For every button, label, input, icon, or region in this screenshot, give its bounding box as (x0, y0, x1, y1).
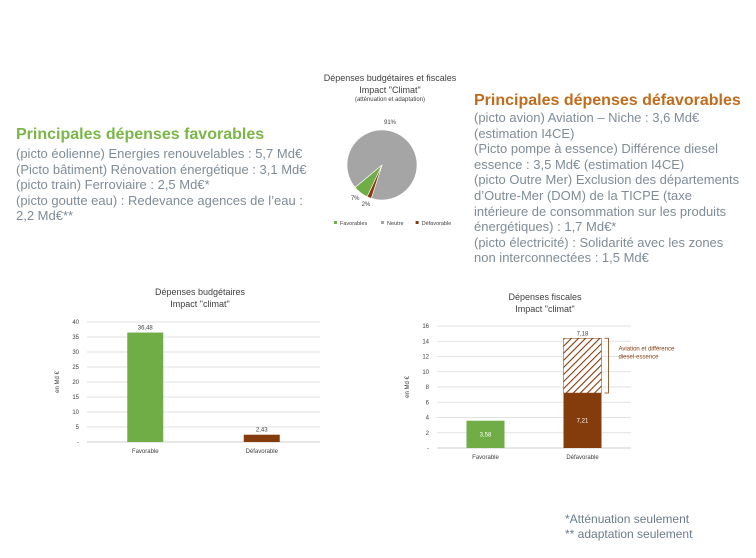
bar-data-label: 7,21 (576, 418, 589, 425)
bar-data-label: 2,43 (255, 427, 268, 434)
y-tick-label: 20 (72, 380, 79, 386)
fiscal-bar-chart (395, 316, 735, 466)
y-tick-label: 30 (72, 350, 79, 356)
y-tick-label: 5 (75, 425, 79, 431)
defavorable-item: (picto électricité) : Solidarité avec les zones non interconnectées : 1,5 Md€ (474, 234, 724, 266)
pie-legend-label: Neutre (387, 221, 404, 227)
defavorables-list (474, 110, 746, 266)
y-tick-label: 25 (72, 365, 79, 371)
y-tick-label: 16 (422, 324, 429, 330)
y-tick-label: 12 (422, 354, 429, 361)
pie-legend-swatch (416, 221, 419, 224)
bar-favorable (127, 333, 163, 442)
favorable-item: (picto train) Ferroviaire : 2,5 Md€* (16, 177, 210, 193)
footnote-attenuation: *Atténuation seulement (565, 512, 690, 526)
budget-chart-title: Dépenses budgétaires (154, 287, 246, 297)
pie-data-label: 91% (383, 120, 397, 126)
bar-data-label: 36,48 (137, 325, 153, 332)
footnotes (565, 512, 692, 542)
pie-legend-label: Défavorable (421, 221, 452, 227)
y-tick-label: - (77, 440, 79, 446)
stacked-bar-défavorable-segment-1 (564, 338, 602, 393)
y-tick-label: 14 (422, 339, 429, 346)
x-tick-label: Favorable (131, 449, 159, 455)
defavorables-title: Principales dépenses défavorables (474, 92, 741, 109)
favorable-item: (Picto bâtiment) Rénovation énergétique : 3,1 Md€ (16, 161, 307, 177)
pie-data-label: 2% (361, 201, 371, 208)
defavorable-item: (Picto pompe à essence) Différence diesel essence : 3,5 Md€ (estimation I4CE) (474, 141, 718, 172)
pie-chart-titles (300, 72, 480, 105)
annotation-text: diesel-essence (618, 354, 659, 361)
y-tick-label: 2 (425, 430, 429, 437)
bar-défavorable (244, 435, 280, 442)
y-tick-label: - (427, 446, 429, 452)
budget-chart-titles (100, 286, 300, 310)
defavorable-item: (picto Outre Mer) Exclusion des départements d’Outre-Mer (DOM) de la TICPE (taxe intérieure de consommation sur les produits énergétiques) : 1,7 Md€* (474, 172, 740, 235)
favorables-title: Principales dépenses favorables (16, 126, 265, 143)
pie-data-label: 7% (350, 195, 360, 202)
pie-chart-title: Dépenses budgétaires et fiscales (323, 73, 457, 83)
y-tick-label: 4 (425, 415, 429, 422)
bar-data-label: 3,58 (479, 432, 492, 439)
pie-chart-note: (atténuation et adaptation) (354, 97, 426, 103)
y-tick-label: 10 (422, 369, 429, 376)
x-tick-label: Défavorable (245, 449, 278, 455)
x-tick-label: Favorable (472, 455, 499, 461)
y-tick-label: 40 (72, 320, 79, 326)
pie-chart-subtitle: Impact "Climat" (359, 85, 421, 95)
y-tick-label: 10 (72, 410, 79, 416)
annotation-text: Aviation et différence (618, 346, 675, 353)
x-tick-label: Défavorable (566, 455, 599, 461)
budget-bar-chart (50, 310, 340, 460)
pie-legend-swatch (381, 221, 384, 224)
fiscal-chart-title: Dépenses fiscales (508, 292, 582, 302)
favorable-item: (picto goutte eau) : Redevance agences de l’eau : 2,2 Md€** (16, 192, 303, 224)
favorable-item: (picto éolienne) Energies renouvelables : 5,7 Md€ (16, 146, 303, 161)
y-tick-label: 35 (72, 335, 79, 341)
pie-chart (300, 106, 490, 232)
y-axis-label: en Md € (55, 371, 61, 393)
pie-legend-label: Favorables (340, 221, 368, 227)
defavorable-item: (picto avion) Aviation – Niche : 3,6 Md€ (estimation I4CE) (474, 110, 700, 141)
y-axis-label: en Md € (405, 376, 411, 398)
y-tick-label: 15 (72, 395, 79, 401)
favorables-list (16, 146, 316, 224)
fiscal-chart-subtitle: Impact "climat" (515, 304, 575, 314)
budget-chart-subtitle: Impact "climat" (170, 299, 230, 309)
annotation-bracket (605, 338, 609, 393)
pie-legend-swatch (334, 221, 337, 224)
y-tick-label: 6 (425, 400, 429, 407)
bar-data-label: 7,18 (576, 331, 589, 338)
fiscal-chart-titles (450, 291, 640, 315)
y-tick-label: 8 (425, 385, 429, 391)
footnote-adaptation: ** adaptation seulement (565, 527, 693, 541)
